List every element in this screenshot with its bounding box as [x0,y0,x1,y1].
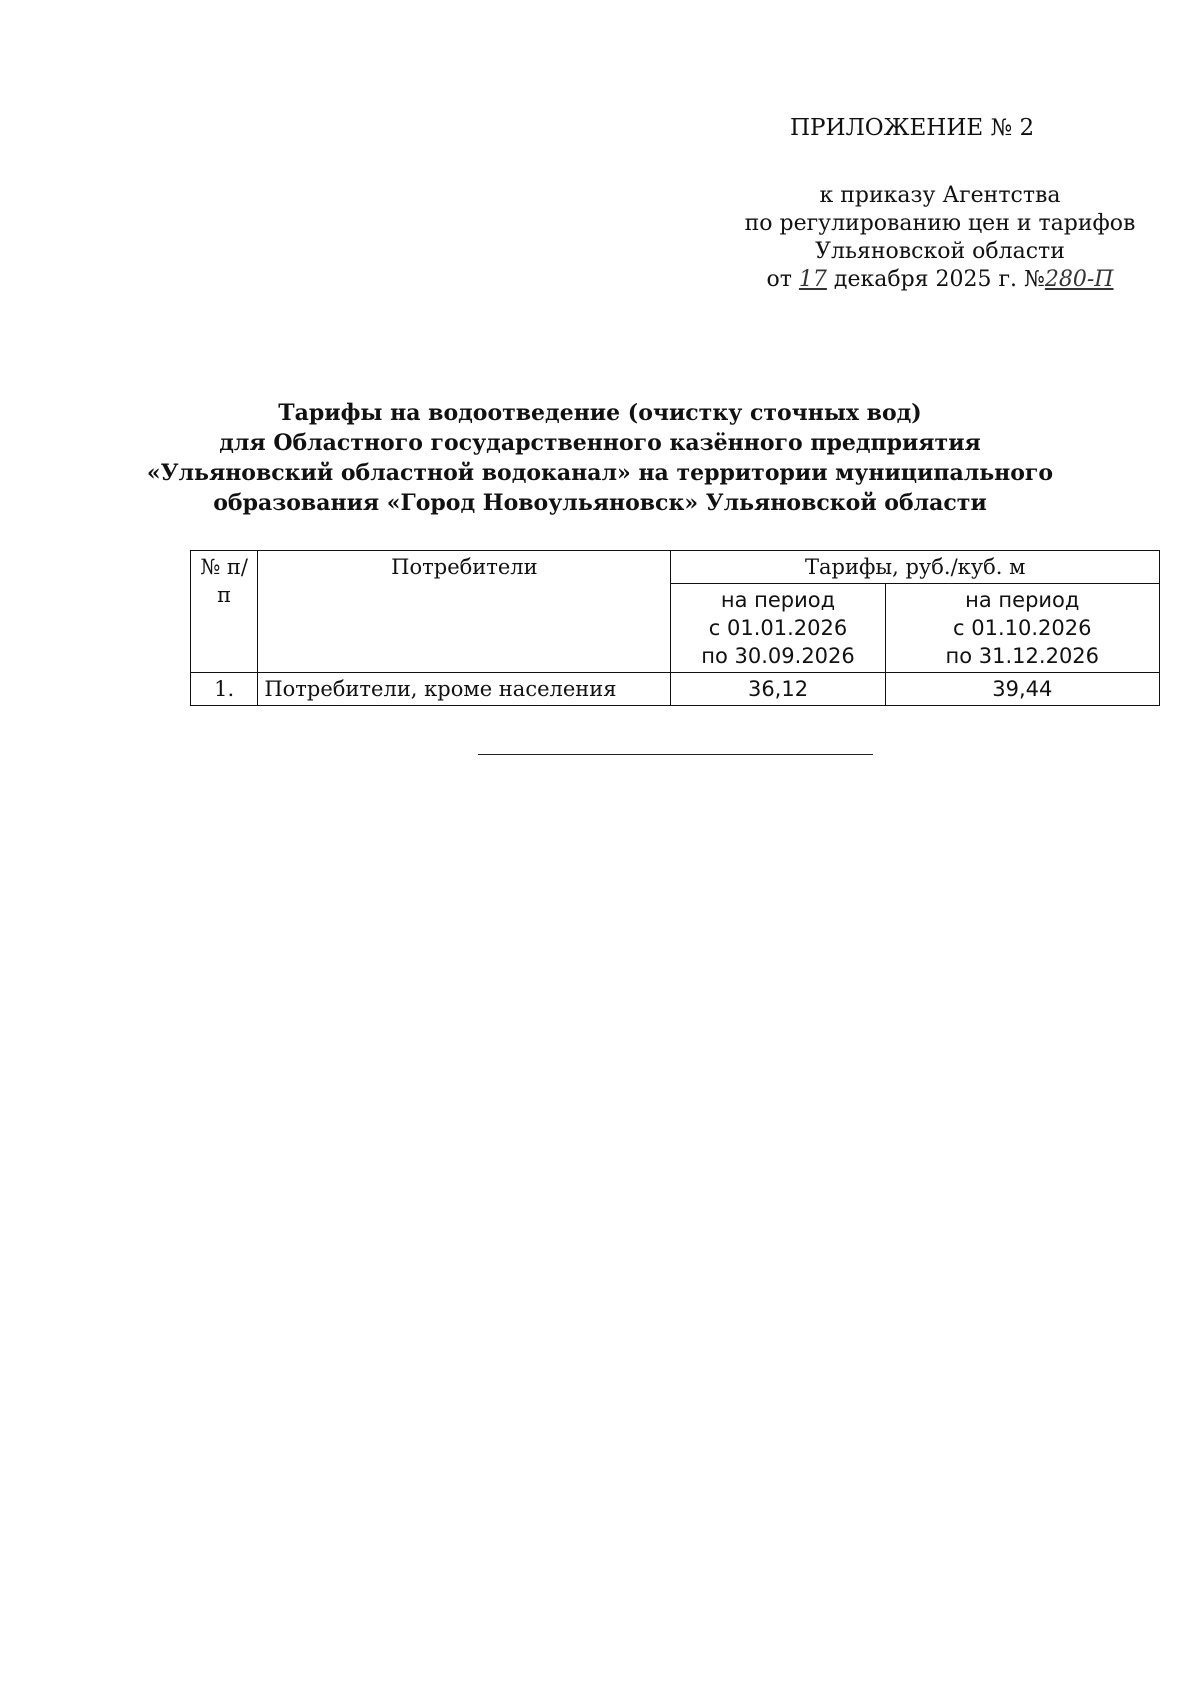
row-tariff-period-2: 39,44 [885,673,1159,706]
period-2-line: по 31.12.2026 [945,644,1100,668]
order-date-line [720,266,1160,294]
header-period-2 [885,584,1159,673]
period-1-line: по 30.09.2026 [701,644,855,668]
order-number-handwritten: 280-П [1044,267,1114,292]
period-1-line: на период [720,588,836,612]
document-title-line: образования «Город Новоульяновск» Ульяновской области [213,490,987,516]
header-number [191,551,258,673]
tariff-table [190,550,1160,706]
period-1-line: с 01.01.2026 [708,616,848,640]
document-title-line: для Областного государственного казённого предприятия [219,430,981,456]
header-period-1 [671,584,885,673]
order-reference-line: Ульяновской области [815,239,1065,264]
order-reference-line: к приказу Агентства [819,183,1061,208]
header-number-label: № п/п [200,555,248,607]
order-day-handwritten: 17 [798,267,827,292]
document-title-line: Тарифы на водоотведение (очистку сточных вод) [278,400,922,426]
table-row [191,673,1160,706]
header-tariffs: Тарифы, руб./куб. м [671,551,1160,584]
order-date-prefix: от [766,267,792,292]
header-consumers: Потребители [258,551,671,673]
footer-divider [478,754,873,755]
table-header-row [191,551,1160,584]
row-tariff-period-1: 36,12 [671,673,885,706]
row-consumer: Потребители, кроме населения [258,673,671,706]
document-title [120,398,1080,518]
period-2-line: с 01.10.2026 [953,616,1092,640]
appendix-title: ПРИЛОЖЕНИЕ № 2 [790,115,1035,141]
row-number: 1. [191,673,258,706]
order-reference-line: по регулированию цен и тарифов [744,211,1136,236]
period-2-line: на период [965,588,1080,612]
document-title-line: «Ульяновский областной водоканал» на территории муниципального [146,460,1054,486]
order-reference [720,182,1160,294]
order-month-year: декабря 2025 г. № [833,267,1045,292]
